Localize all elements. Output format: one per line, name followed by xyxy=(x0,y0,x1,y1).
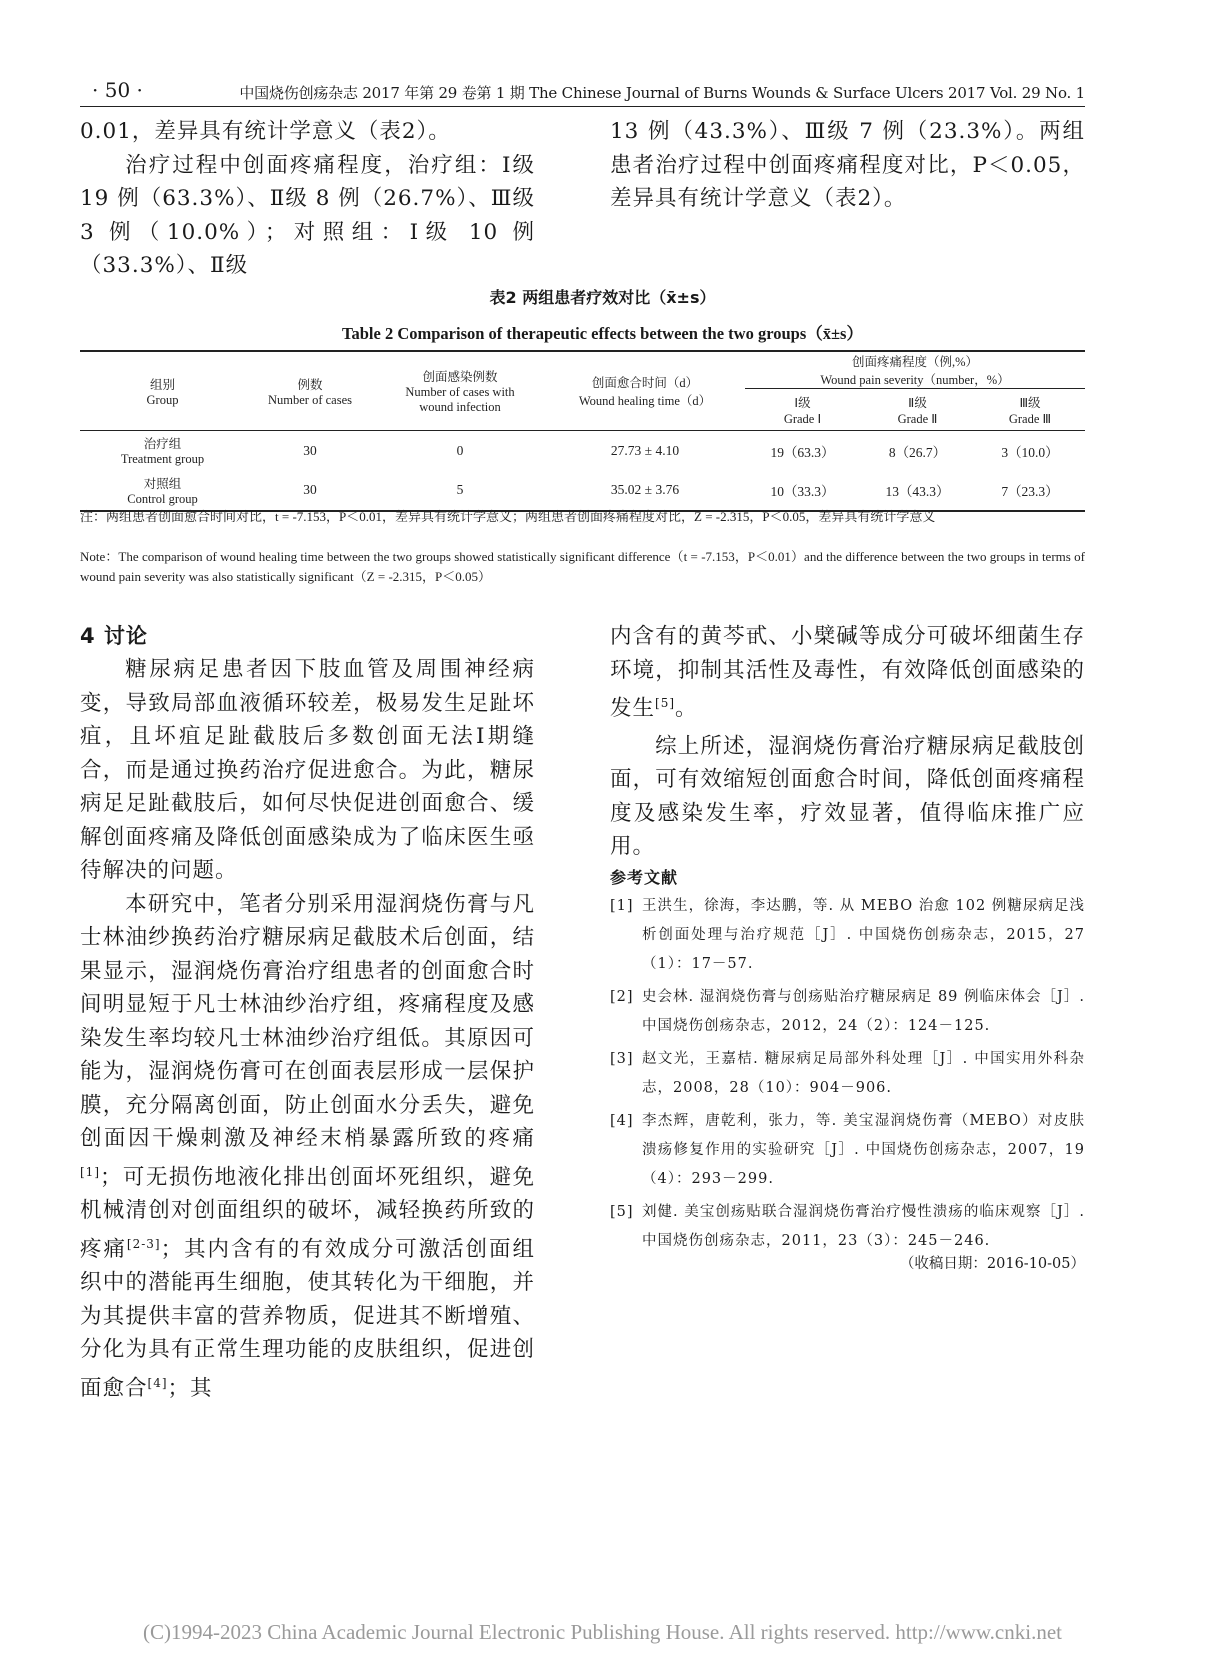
cell-grade-3: 7（23.3） xyxy=(975,471,1085,511)
cell-cases: 30 xyxy=(245,471,375,511)
discussion-left-column xyxy=(80,620,535,1405)
results-table xyxy=(80,350,1085,512)
paragraph: 综上所述，湿润烧伤膏治疗糖尿病足截肢创面，可有效缩短创面愈合时间，降低创面疼痛程度及感染发生率，疗效显著，值得临床推广应用。 xyxy=(610,733,1085,860)
top-right-column xyxy=(610,115,1085,216)
paragraph: 0.01，差异具有统计学意义（表2）。 xyxy=(80,119,451,144)
cell-healing: 27.73 ± 4.10 xyxy=(610,442,680,458)
table-caption-en: Table 2 Comparison of therapeutic effects between the two groups（x̄±s） xyxy=(342,324,863,343)
reference-item: [1] 王洪生，徐海，李达鹏，等. 从 MEBO 治愈 102 例糖尿病足浅析创面处理与治疗规范［J］. 中国烧伤创疡杂志，2015，27（1）：17－57. xyxy=(610,897,1085,972)
received-date: （收稿日期：2016-10-05） xyxy=(899,1256,1085,1272)
header-group: 组别 Group xyxy=(80,351,245,431)
cell-grade-1: 19（63.3） xyxy=(770,444,835,460)
header-pain: 创面疼痛程度（例,%） Wound pain severity（number，%） xyxy=(745,351,1085,389)
page-number: · 50 · xyxy=(92,78,143,102)
citation: [2-3] xyxy=(126,1236,161,1251)
paragraph: 13 例（43.3%）、Ⅲ级 7 例（23.3%）。两组患者治疗过程中创面疼痛程度对比，P＜0.05，差异具有统计学意义（表2）。 xyxy=(610,119,1085,211)
header-healing: 创面愈合时间（d） Wound healing time（d） xyxy=(545,351,745,431)
reference-item: [5] 刘健. 美宝创疡贴联合湿润烧伤膏治疗慢性溃疡的临床观察［J］. 中国烧伤创疡杂志，2011，23（3）：245－246. xyxy=(610,1203,1085,1249)
header-infection: 创面感染例数 Number of cases with wound infection xyxy=(375,351,545,431)
cell-healing: 35.02 ± 3.76 xyxy=(545,471,745,511)
table-note-en: Note：The comparison of wound healing time between the two groups showed statistically significant difference（t = -7.153，P＜0.01）and the difference between the two groups in terms of wound pain severity was also statistically significant（Z = -2.315，P＜0.05） xyxy=(80,549,1085,584)
cell-grade-1: 10（33.3） xyxy=(745,471,860,511)
paragraph: 糖尿病足患者因下肢血管及周围神经病变，导致局部血液循环较差，极易发生足趾坏疽，且坏疽足趾截肢后多数创面无法Ⅰ期缝合，而是通过换药治疗促进愈合。为此，糖尿病足足趾截肢后，如何尽快促进创面愈合、缓解创面疼痛及降低创面感染成为了临床医生亟待解决的问题。 xyxy=(80,657,535,883)
cell-grade-2: 13（43.3） xyxy=(860,471,975,511)
reference-item: [2] 史会林. 湿润烧伤膏与创疡贴治疗糖尿病足 89 例临床体会［J］. 中国烧伤创疡杂志，2012，24（2）：124－125. xyxy=(610,988,1085,1034)
reference-item: [3] 赵文光，王嘉桔. 糖尿病足局部外科处理［J］. 中国实用外科杂志，2008，28（10）：904－906. xyxy=(610,1050,1085,1096)
cell-group: 对照组 Control group xyxy=(80,471,245,511)
reference-list xyxy=(610,892,1085,1256)
header-grade-3: Ⅲ级 Grade Ⅲ xyxy=(975,389,1085,431)
header-grade-1: Ⅰ级 Grade Ⅰ xyxy=(745,389,860,431)
cell-infection: 5 xyxy=(375,471,545,511)
cell-cases: 30 xyxy=(303,442,317,458)
table-row xyxy=(80,431,1085,471)
cell-grade-3: 3（10.0） xyxy=(1001,444,1059,460)
citation: [5] xyxy=(655,696,676,710)
header-grade-2: Ⅱ级 Grade Ⅱ xyxy=(860,389,975,431)
journal-title: 中国烧伤创疡杂志 2017 年第 29 卷第 1 期 The Chinese Journal of Burns Wounds & Surface Ulcers 2017 Vol. 29 No. 1 xyxy=(239,84,1085,102)
references-heading: 参考文献 xyxy=(610,867,679,887)
header-rule xyxy=(80,106,1085,107)
cell-grade-2: 8（26.7） xyxy=(888,444,947,460)
paragraph: 治疗过程中创面疼痛程度，治疗组：Ⅰ级 19 例（63.3%）、Ⅱ级 8 例（26.7%）、Ⅲ级 3 例（10.0%）；对照组：Ⅰ级 10 例（33.3%）、Ⅱ级 xyxy=(80,152,535,278)
header-cases: 例数 Number of cases xyxy=(245,351,375,431)
reference-item: [4] 李杰辉，唐乾利，张力，等. 美宝湿润烧伤膏（MEBO）对皮肤溃疡修复作用的实验研究［J］. 中国烧伤创疡杂志，2007，19（4）：293－299. xyxy=(610,1112,1085,1187)
paragraph: 本研究中，笔者分别采用湿润烧伤膏与凡士林油纱换药治疗糖尿病足截肢术后创面，结果显示，湿润烧伤膏治疗组患者的创面愈合时间明显短于凡士林油纱治疗组，疼痛程度及感染发生率均较凡士林油纱治疗组低。其原因可能为，湿润烧伤膏可在创面表层形成一层保护膜，充分隔离创面，防止创面水分丢失，避免创面因干燥刺激及神经末梢暴露所致的疼痛[1]；可无损伤地液化排出创面坏死组织，避免机械清创对创面组织的破坏，减轻换药所致的疼痛[2-3]；其内含有的有效成分可激活创面组织中的潜能再生细胞，使其转化为干细胞，并为其提供丰富的营养物质，促进其不断增殖、分化为具有正常生理功能的皮肤组织，促进创面愈合[4]；其 xyxy=(80,891,535,1401)
section-heading: 4 讨论 xyxy=(80,624,148,648)
discussion-right-column xyxy=(610,620,1085,1260)
table-note-zh: 注：两组患者创面愈合时间对比，t = -7.153，P＜0.01，差异具有统计学意义；两组患者创面疼痛程度对比，Z = -2.315，P＜0.05，差异具有统计学意义 xyxy=(80,509,936,524)
cell-infection: 0 xyxy=(456,442,464,458)
paragraph: 内含有的黄芩甙、小檗碱等成分可破坏细菌生存环境，抑制其活性及毒性，有效降低创面感染的发生[5]。 xyxy=(610,624,1085,722)
copyright-footer: (C)1994-2023 China Academic Journal Electronic Publishing House. All rights reserved. http://www.cnki.net xyxy=(143,1620,1062,1644)
table-row xyxy=(80,471,1085,511)
table-caption-zh: 表2 两组患者疗效对比（x̄±s） xyxy=(489,288,716,307)
citation: [1] xyxy=(80,1164,100,1179)
running-header xyxy=(80,74,1085,108)
citation: [4] xyxy=(147,1375,168,1390)
top-left-column xyxy=(80,115,535,283)
cell-group: 治疗组 Treatment group xyxy=(120,437,205,467)
